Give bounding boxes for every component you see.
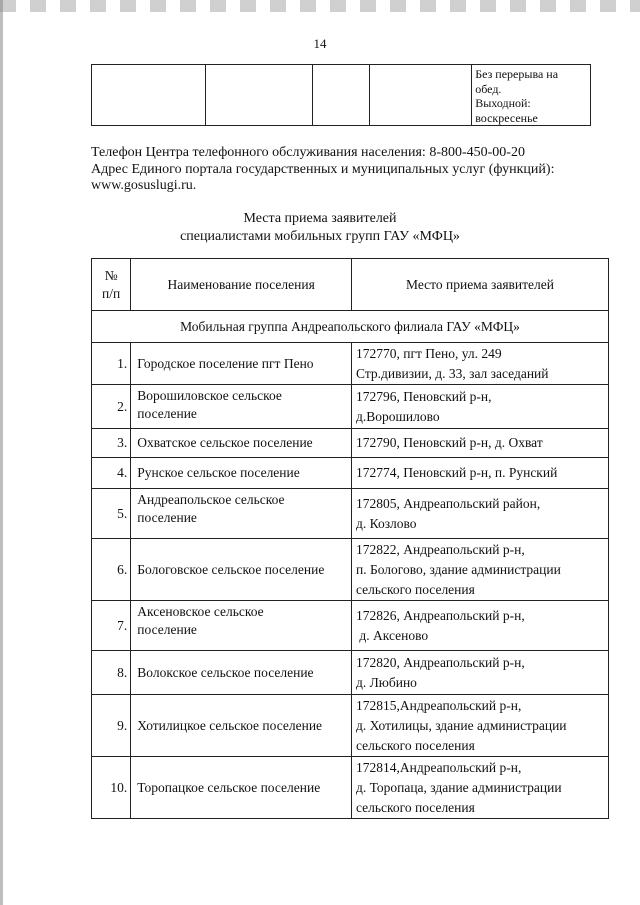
reception-place: 172814,Андреапольский р-н, д. Торопаца, здание администрации сельского поселения xyxy=(352,757,609,819)
row-number: 6. xyxy=(92,539,131,601)
settlement-name: Аксеновское сельское поселение xyxy=(131,601,352,651)
scan-edge-top xyxy=(0,0,640,12)
settlement-name: Торопацкое сельское поселение xyxy=(131,757,352,819)
row-number: 3. xyxy=(92,429,131,458)
table-header-row xyxy=(92,259,609,311)
settlement-name: Городское поселение пгт Пено xyxy=(131,343,352,385)
hours-note-line: воскресенье xyxy=(475,110,538,125)
hours-note-line: Выходной: xyxy=(475,96,531,110)
table-row xyxy=(92,458,609,489)
portal-url[interactable]: www.gosuslugi.ru. xyxy=(91,178,197,193)
reception-place: 172805, Андреапольский район, д. Козлово xyxy=(352,489,609,539)
row-number: 8. xyxy=(92,651,131,695)
continued-cell-4 xyxy=(369,65,472,126)
table-row xyxy=(92,343,609,385)
table-row xyxy=(92,385,609,429)
table-row xyxy=(92,429,609,458)
hours-cell xyxy=(472,65,591,126)
header-reception-place: Место приема заявителей xyxy=(352,259,609,311)
reception-place: 172790, Пеновский р-н, д. Охват xyxy=(352,429,609,458)
group-label: Мобильная группа Андреапольского филиала ГАУ «МФЦ» xyxy=(92,311,609,343)
reception-place: 172796, Пеновский р-н, д.Ворошилово xyxy=(352,385,609,429)
table-row xyxy=(92,651,609,695)
settlement-name: Ворошиловское сельское поселение xyxy=(131,385,352,429)
row-number: 2. xyxy=(92,385,131,429)
settlement-name: Андреапольское сельское поселение xyxy=(131,489,352,539)
settlement-name: Рунское сельское поселение xyxy=(131,458,352,489)
table-row xyxy=(92,695,609,757)
settlement-name: Волокское сельское поселение xyxy=(131,651,352,695)
phone-line: Телефон Центра телефонного обслуживания населения: 8-800-450-00-20 xyxy=(91,145,525,160)
reception-place: 172774, Пеновский р-н, п. Рунский xyxy=(352,458,609,489)
row-number: 7. xyxy=(92,601,131,651)
row-number: 9. xyxy=(92,695,131,757)
row-number: 5. xyxy=(92,489,131,539)
table-row xyxy=(92,539,609,601)
reception-place: 172770, пгт Пено, ул. 249 Стр.дивизии, д. 33, зал заседаний xyxy=(352,343,609,385)
scan-edge-left xyxy=(0,0,3,905)
settlement-name: Охватское сельское поселение xyxy=(131,429,352,458)
hours-note-line: обед. xyxy=(475,81,502,96)
continued-table xyxy=(91,64,591,126)
row-number: 10. xyxy=(92,757,131,819)
reception-places-table xyxy=(91,258,609,819)
continued-cell-2 xyxy=(206,65,313,126)
header-settlement-name: Наименование поселения xyxy=(131,259,352,311)
header-num: № п/п xyxy=(92,259,131,311)
reception-place: 172822, Андреапольский р-н, п. Бологово, здание администрации сельского поселения xyxy=(352,539,609,601)
page-number: 14 xyxy=(313,36,327,51)
table-title-line1: Места приема заявителей xyxy=(243,211,397,226)
table-title-line2: специалистами мобильных групп ГАУ «МФЦ» xyxy=(180,229,460,244)
table-row xyxy=(92,601,609,651)
reception-place: 172826, Андреапольский р-н, д. Аксеново xyxy=(352,601,609,651)
row-number: 1. xyxy=(92,343,131,385)
continued-cell-3 xyxy=(312,65,369,126)
settlement-name: Бологовское сельское поселение xyxy=(131,539,352,601)
reception-place: 172820, Андреапольский р-н, д. Любино xyxy=(352,651,609,695)
contacts-block xyxy=(91,145,611,195)
group-row xyxy=(92,311,609,343)
table-row xyxy=(92,757,609,819)
portal-line: Адрес Единого портала государственных и муниципальных услуг (функций): xyxy=(91,161,555,177)
continued-cell-1 xyxy=(92,65,206,126)
settlement-name: Хотилицкое сельское поселение xyxy=(131,695,352,757)
reception-place: 172815,Андреапольский р-н, д. Хотилицы, здание администрации сельского поселения xyxy=(352,695,609,757)
table-row xyxy=(92,489,609,539)
hours-note-line: Без перерыва на xyxy=(475,67,559,81)
row-number: 4. xyxy=(92,458,131,489)
